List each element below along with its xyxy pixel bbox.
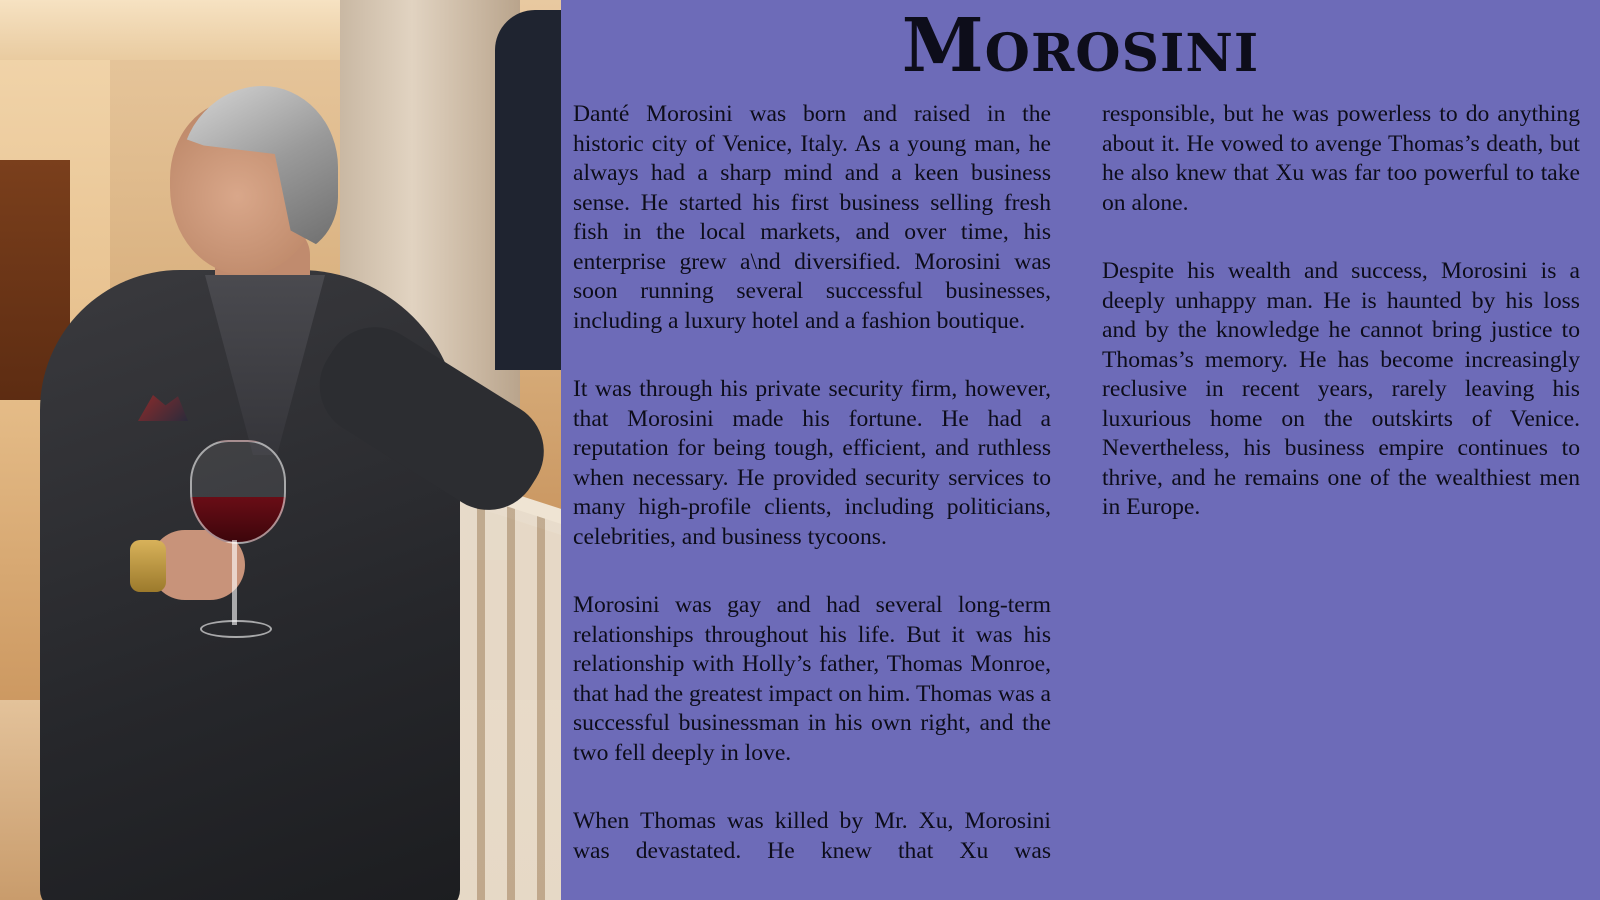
portrait-photo <box>0 0 561 900</box>
paragraph: When Thomas was killed by Mr. Xu, Morosini was devastated. He knew that Xu was <box>573 808 1051 864</box>
gold-watch <box>130 540 166 592</box>
dark-archway <box>495 10 561 370</box>
paragraph: It was through his private security firm, however, that Morosini made his fortune. He had a reputation for being tough, efficient, and ruthless when necessary. He provided security services to many high-profile clients, including politicians, celebrities, and business tycoons. <box>573 376 1051 550</box>
paragraph: Morosini was gay and had several long-term relationships throughout his life. But it was his relationship with Holly’s father, Thomas Monroe, that had the greatest impact on him. Thomas was a successful businessman in his own right, and the two fell deeply in love. <box>573 592 1051 766</box>
paragraph: responsible, but he was powerless to do anything about it. He vowed to avenge Thomas’s death, but he also knew that Xu was far too powerful to take on alone. <box>1102 101 1580 216</box>
page-title: Morosini <box>901 3 1260 89</box>
paragraph: Despite his wealth and success, Morosini is a deeply unhappy man. He is haunted by his loss and by the knowledge he cannot bring justice to Thomas’s memory. He has become increasingly reclusive in recent years, rarely leaving his luxurious home on the outskirts of Venice. Nevertheless, his business empire continues to thrive, and he remains one of the wealthiest men in Europe. <box>1102 258 1580 520</box>
ceiling-cornice <box>0 0 360 60</box>
paragraph: Danté Morosini was born and raised in the historic city of Venice, Italy. As a young man, he always had a sharp mind and a keen business sense. He started his first business selling fresh fish in the local markets, and over time, his enterprise grew a\nd diversified. Morosini was soon running several successful businesses, including a luxury hotel and a fashion boutique. <box>573 101 1051 334</box>
wine-glass-stem <box>232 540 237 625</box>
text-column-right <box>1102 100 1580 562</box>
wine-glass-foot <box>200 620 272 638</box>
text-column-left <box>573 100 1051 900</box>
wine-glass <box>190 440 286 544</box>
